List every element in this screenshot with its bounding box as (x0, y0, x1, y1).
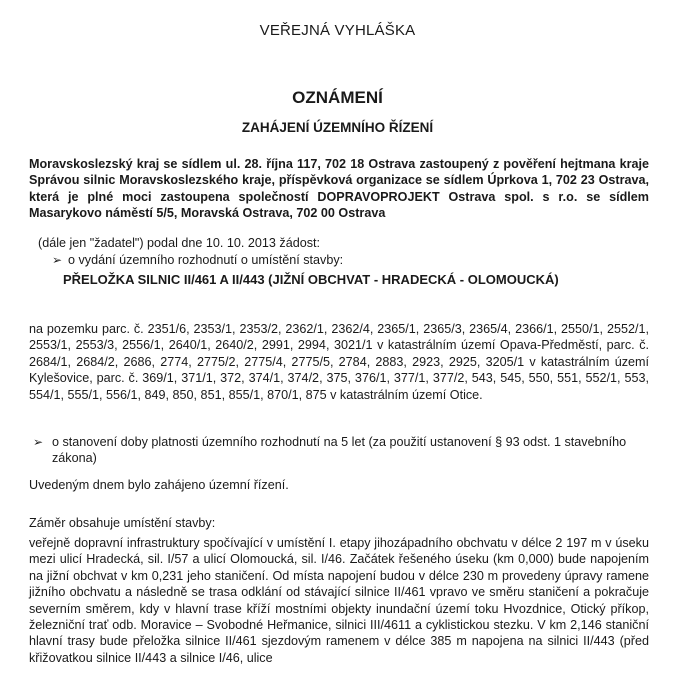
notice-subtitle: ZAHÁJENÍ ÚZEMNÍHO ŘÍZENÍ (241, 120, 434, 135)
bullet-validity-period: o stanovení doby platnosti územního rozhodnutí na 5 let (za použití ustanovení § 93 odst. 1 stavebního zákona) (52, 435, 627, 466)
proceedings-started-line: Uvedeným dnem bylo zahájeno územní řízení. (29, 478, 289, 492)
construction-description: veřejně dopravní infrastruktury spočívající v umístění I. etapy jihozápadního obchvatu v délce 2 197 m v úseku mezi ulicí Hradecká, sil. I/57 a ulicí Olomoucká, sil. I/46. Začátek řešeného úseku (km 0,000) bude napojením na jižní obchvat v km 0,231 jeho staničení. Od místa napojení budou v délce 230 m provedeny úpravy ramene jižního obchvatu a následně se trasa odklání od stávající silnice II/461 vpravo ve směru staničení a pokračuje severním směrem, kdy v hlavní trase kříží mostními objekty inundační území toku Hvozdnice, Otický příkop, železniční trať odb. Moravice – Svobodné Heřmanice, silnici III/4611 a cyklistickou stezku. V km 2,146 staniční hlavní trasy bude přeložka silnice II/461 sjezdovým ramenem v délce 385 m napojena na silnici II/443 (před křižovatkou silnice II/443 a silnice I/46, ulice (29, 536, 649, 665)
project-title: PŘELOŽKA SILNIC II/461 A II/443 (JIŽNÍ OBCHVAT - HRADECKÁ - OLOMOUCKÁ) (63, 272, 559, 287)
notice-title: OZNÁMENÍ (292, 88, 383, 107)
arrow-bullet-icon: ➢ (33, 435, 44, 449)
intent-heading: Záměr obsahuje umístění stavby: (29, 516, 216, 530)
public-notice-heading: VEŘEJNÁ VYHLÁŠKA (259, 22, 416, 39)
application-date-line: (dále jen "žadatel") podal dne 10. 10. 2013 žádost: (38, 236, 321, 250)
applicant-paragraph: Moravskoslezský kraj se sídlem ul. 28. října 117, 702 18 Ostrava zastoupený z pověření hejtmana kraje Správou silnic Moravskoslezského kraje, příspěvková organizace se sídlem Úprkova 1, 702 23 Ostrava, která je plné moci zastoupena společností DOPRAVOPROJEKT Ostrava spol. s r.o. se sídlem Masarykovo náměstí 5/5, Moravská Ostrava, 702 00 Ostrava (29, 157, 649, 221)
parcels-paragraph: na pozemku parc. č. 2351/6, 2353/1, 2353/2, 2362/1, 2362/4, 2365/1, 2365/3, 2365/4, 2366/1, 2550/1, 2552/1, 2553/1, 2553/3, 2556/1, 2640/1, 2640/2, 2991, 2994, 3021/1 v katastrálním území Opava-Předměstí, parc. č. 2684/1, 2684/2, 2686, 2774, 2775/2, 2775/4, 2775/5, 2784, 2883, 2923, 2925, 3205/1 v katastrálním území Kylešovice, parc. č. 369/1, 371/1, 372, 374/1, 374/2, 375, 376/1, 377/1, 377/2, 543, 545, 550, 551, 552/1, 553, 554/1, 555/1, 556/1, 849, 850, 851, 855/1, 870/1, 875 v katastrálním území Otice. (29, 322, 649, 402)
arrow-bullet-icon: ➢ (52, 253, 63, 267)
bullet-location-decision: o vydání územního rozhodnutí o umístění stavby: (68, 253, 344, 267)
